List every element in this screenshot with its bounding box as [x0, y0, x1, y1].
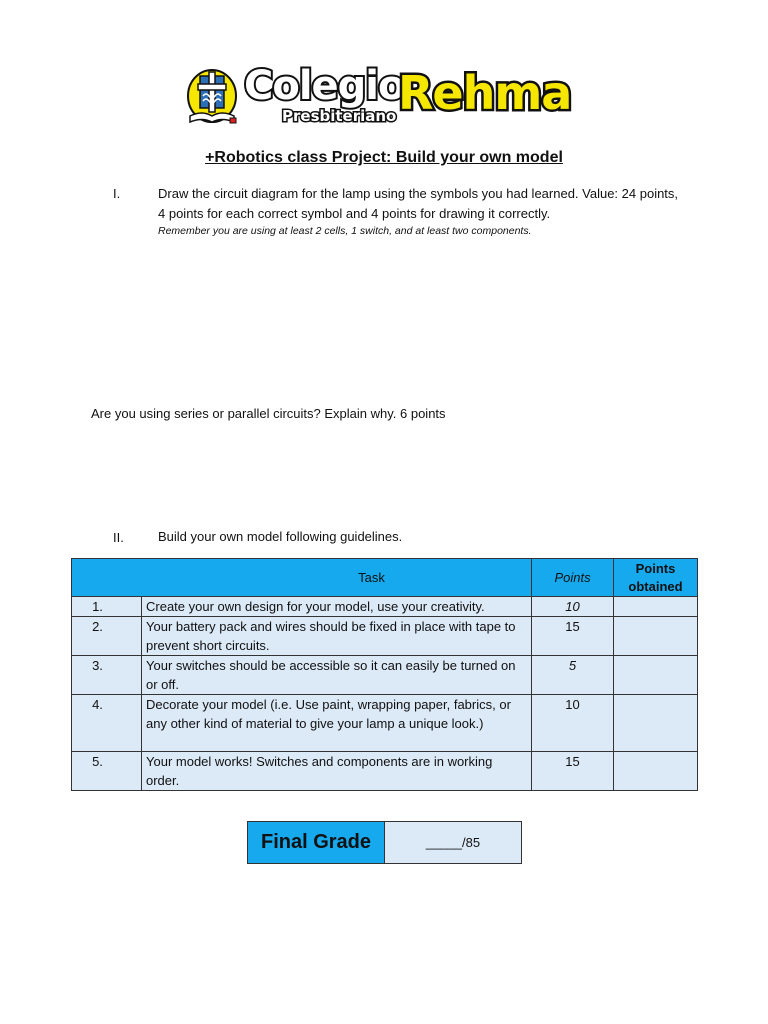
row-points: 10 [532, 695, 614, 752]
logo-word-presbiteriano: Presbiteriano [282, 107, 397, 125]
header-points-obtained: Points obtained [614, 559, 698, 597]
row-task: Your battery pack and wires should be fixed in place with tape to prevent short circuits. [142, 617, 532, 656]
row-points: 5 [532, 656, 614, 695]
page-title: +Robotics class Project: Build your own model [205, 149, 563, 166]
row-task: Your switches should be accessible so it can easily be turned on or off. [142, 656, 532, 695]
row-task: Decorate your model (i.e. Use paint, wrapping paper, fabrics, or any other kind of material to give your lamp a unique look.) [142, 695, 532, 752]
row-number: 2. [72, 617, 142, 656]
logo-word-rehma: Rehma [398, 66, 572, 120]
row-points-obtained[interactable] [614, 752, 698, 791]
row-points: 10 [532, 597, 614, 617]
row-points-obtained[interactable] [614, 597, 698, 617]
table-row [72, 597, 698, 617]
header-points: Points [532, 559, 614, 597]
final-grade-box [247, 821, 522, 864]
row-points: 15 [532, 617, 614, 656]
row-points-obtained[interactable] [614, 617, 698, 656]
row-number: 4. [72, 695, 142, 752]
rubric-table [71, 558, 698, 791]
section-2-numeral: II. [113, 530, 124, 545]
section-1-numeral: I. [113, 186, 121, 201]
rubric-header-row [72, 559, 698, 597]
table-row [72, 656, 698, 695]
school-logo [186, 62, 586, 132]
row-points-obtained[interactable] [614, 656, 698, 695]
row-points: 15 [532, 752, 614, 791]
row-task: Your model works! Switches and components are in working order. [142, 752, 532, 791]
section-1-note: Remember you are using at least 2 cells, 1 switch, and at least two components. [158, 225, 532, 237]
row-number: 5. [72, 752, 142, 791]
table-row [72, 752, 698, 791]
row-number: 3. [72, 656, 142, 695]
table-row [72, 617, 698, 656]
row-task: Create your own design for your model, use your creativity. [142, 597, 532, 617]
series-parallel-question: Are you using series or parallel circuits? Explain why. 6 points [91, 406, 446, 421]
row-points-obtained[interactable] [614, 695, 698, 752]
section-2-instructions: Build your own model following guidelines. [158, 529, 403, 544]
logo-word-colegio: Colegio [244, 63, 405, 109]
final-grade-value[interactable]: _____/85 [385, 822, 522, 864]
table-row [72, 695, 698, 752]
header-task: Task [72, 559, 532, 597]
row-number: 1. [72, 597, 142, 617]
final-grade-label: Final Grade [248, 822, 385, 864]
section-1-instructions: Draw the circuit diagram for the lamp using the symbols you had learned. Value: 24 points, 4 points for each correct symbol and 4 points for drawing it correctly. [158, 186, 679, 221]
church-emblem-icon [186, 66, 242, 128]
